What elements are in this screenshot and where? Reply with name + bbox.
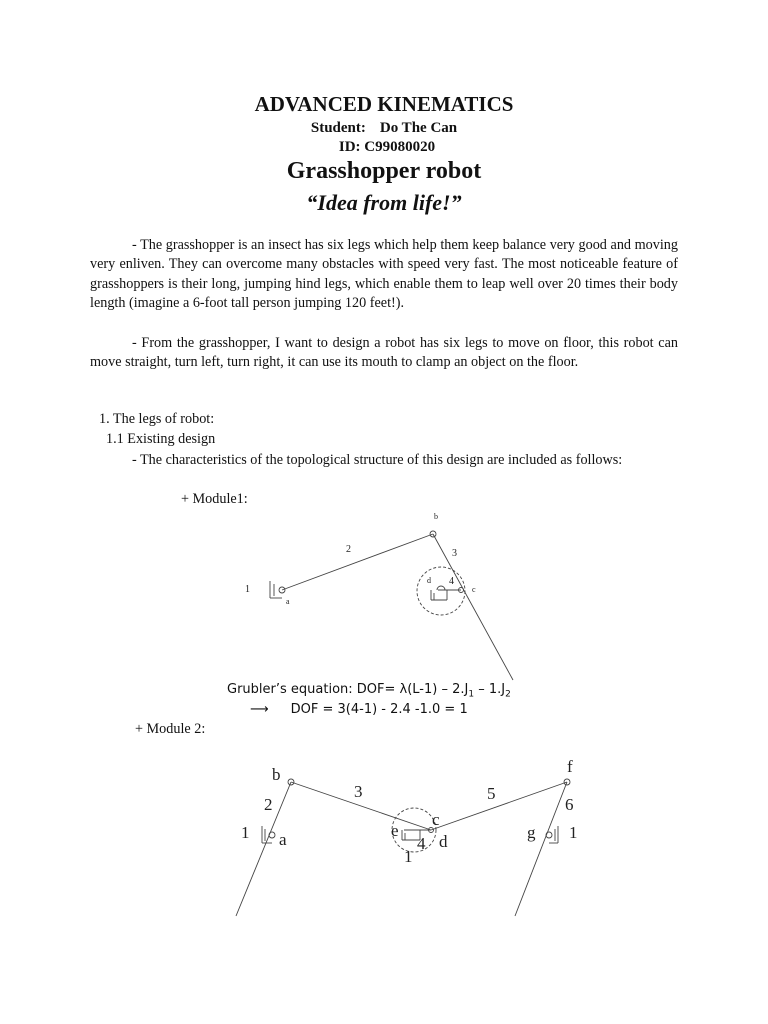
module1-label-2: 2 bbox=[346, 544, 351, 555]
module2-label-6: 6 bbox=[565, 795, 574, 814]
joint-a bbox=[269, 832, 275, 838]
joint-b bbox=[430, 531, 436, 537]
student-id: ID: C99080020 bbox=[338, 139, 436, 155]
joint-a bbox=[279, 587, 285, 593]
module1-label-d: d bbox=[427, 576, 431, 585]
arrow-icon: ⟶ bbox=[250, 702, 269, 717]
equation-line1-prefix: Grubler’s equation: DOF= λ(L-1) – 2.J bbox=[227, 682, 469, 697]
link-3 bbox=[433, 534, 513, 680]
module2-label-g: g bbox=[527, 823, 536, 842]
subsection-heading: 1.1 Existing design bbox=[106, 431, 216, 447]
module2-label-5: 5 bbox=[487, 784, 496, 803]
equation-sub2: 2 bbox=[505, 689, 511, 700]
slider-circle bbox=[417, 567, 465, 615]
section-heading: 1. The legs of robot: bbox=[99, 411, 215, 427]
module2-label-c: c bbox=[432, 810, 440, 829]
intro-paragraph-2: - From the grasshopper, I want to design a robot has six legs to move on floor, this robot can move straight, turn left, turn right, it can use its mouth to clamp an object on the floor. bbox=[90, 335, 678, 371]
dof-value: DOF = 3(4-1) - 2.4 -1.0 = 1 bbox=[290, 702, 468, 717]
module2-label-1-right: 1 bbox=[569, 823, 578, 842]
course-title: ADVANCED KINEMATICS bbox=[254, 92, 514, 116]
joint-g bbox=[546, 832, 552, 838]
slider-circle bbox=[392, 808, 436, 852]
module1-label-3: 3 bbox=[452, 548, 457, 559]
document-title: Grasshopper robot bbox=[286, 158, 482, 184]
equation-line1-mid: – 1.J bbox=[474, 682, 506, 697]
student-line bbox=[0, 120, 768, 137]
link-5 bbox=[431, 782, 567, 830]
dof-result bbox=[250, 702, 468, 717]
module1-label-a: a bbox=[286, 597, 290, 606]
module1-label: + Module1: bbox=[181, 491, 248, 507]
equation-sub1: 1 bbox=[468, 689, 475, 700]
joint-c bbox=[459, 588, 464, 593]
link-6 bbox=[515, 782, 567, 916]
grubler-equation bbox=[227, 682, 511, 700]
slider-block bbox=[402, 830, 420, 840]
module2-label: + Module 2: bbox=[135, 721, 206, 737]
module2-label-d: d bbox=[439, 832, 448, 851]
module2-label-a: a bbox=[279, 830, 287, 849]
module1-label-4: 4 bbox=[449, 576, 454, 587]
module1-label-1: 1 bbox=[245, 584, 250, 595]
slider-block bbox=[431, 590, 447, 600]
student-label: Student: bbox=[310, 120, 366, 136]
tagline: “Idea from life!” bbox=[306, 190, 462, 215]
joint-d bbox=[437, 586, 445, 590]
module1-label-c: c bbox=[472, 585, 476, 594]
module2-label-e: e bbox=[391, 821, 399, 840]
joint-d bbox=[429, 828, 434, 833]
module2-label-2: 2 bbox=[264, 795, 273, 814]
link-2 bbox=[282, 534, 433, 590]
intro-paragraph-1: - The grasshopper is an insect has six legs which help them keep balance very good and moving very enliven. They can overcome many obstacles with speed very fast. The most noticeable feature of grasshoppers is their long, jumping hind legs, which enable them to leap well over 20 times their body length (imagine a 6-foot tall person jumping 120 feet!). bbox=[90, 237, 678, 312]
module2-label-b: b bbox=[272, 765, 281, 784]
module1-label-b: b bbox=[434, 512, 438, 521]
characteristics-text: - The characteristics of the topological structure of this design are included as follows: bbox=[132, 452, 623, 468]
link-2 bbox=[236, 782, 291, 916]
joint-f bbox=[564, 779, 570, 785]
module2-label-4: 4 bbox=[417, 834, 426, 853]
link-3 bbox=[291, 782, 431, 830]
module2-label-3: 3 bbox=[354, 782, 363, 801]
module2-label-1-bottom: 1 bbox=[404, 847, 413, 866]
student-name: Do The Can bbox=[379, 120, 458, 136]
module2-label-1-left: 1 bbox=[241, 823, 250, 842]
module2-label-f: f bbox=[567, 757, 573, 776]
joint-b bbox=[288, 779, 294, 785]
